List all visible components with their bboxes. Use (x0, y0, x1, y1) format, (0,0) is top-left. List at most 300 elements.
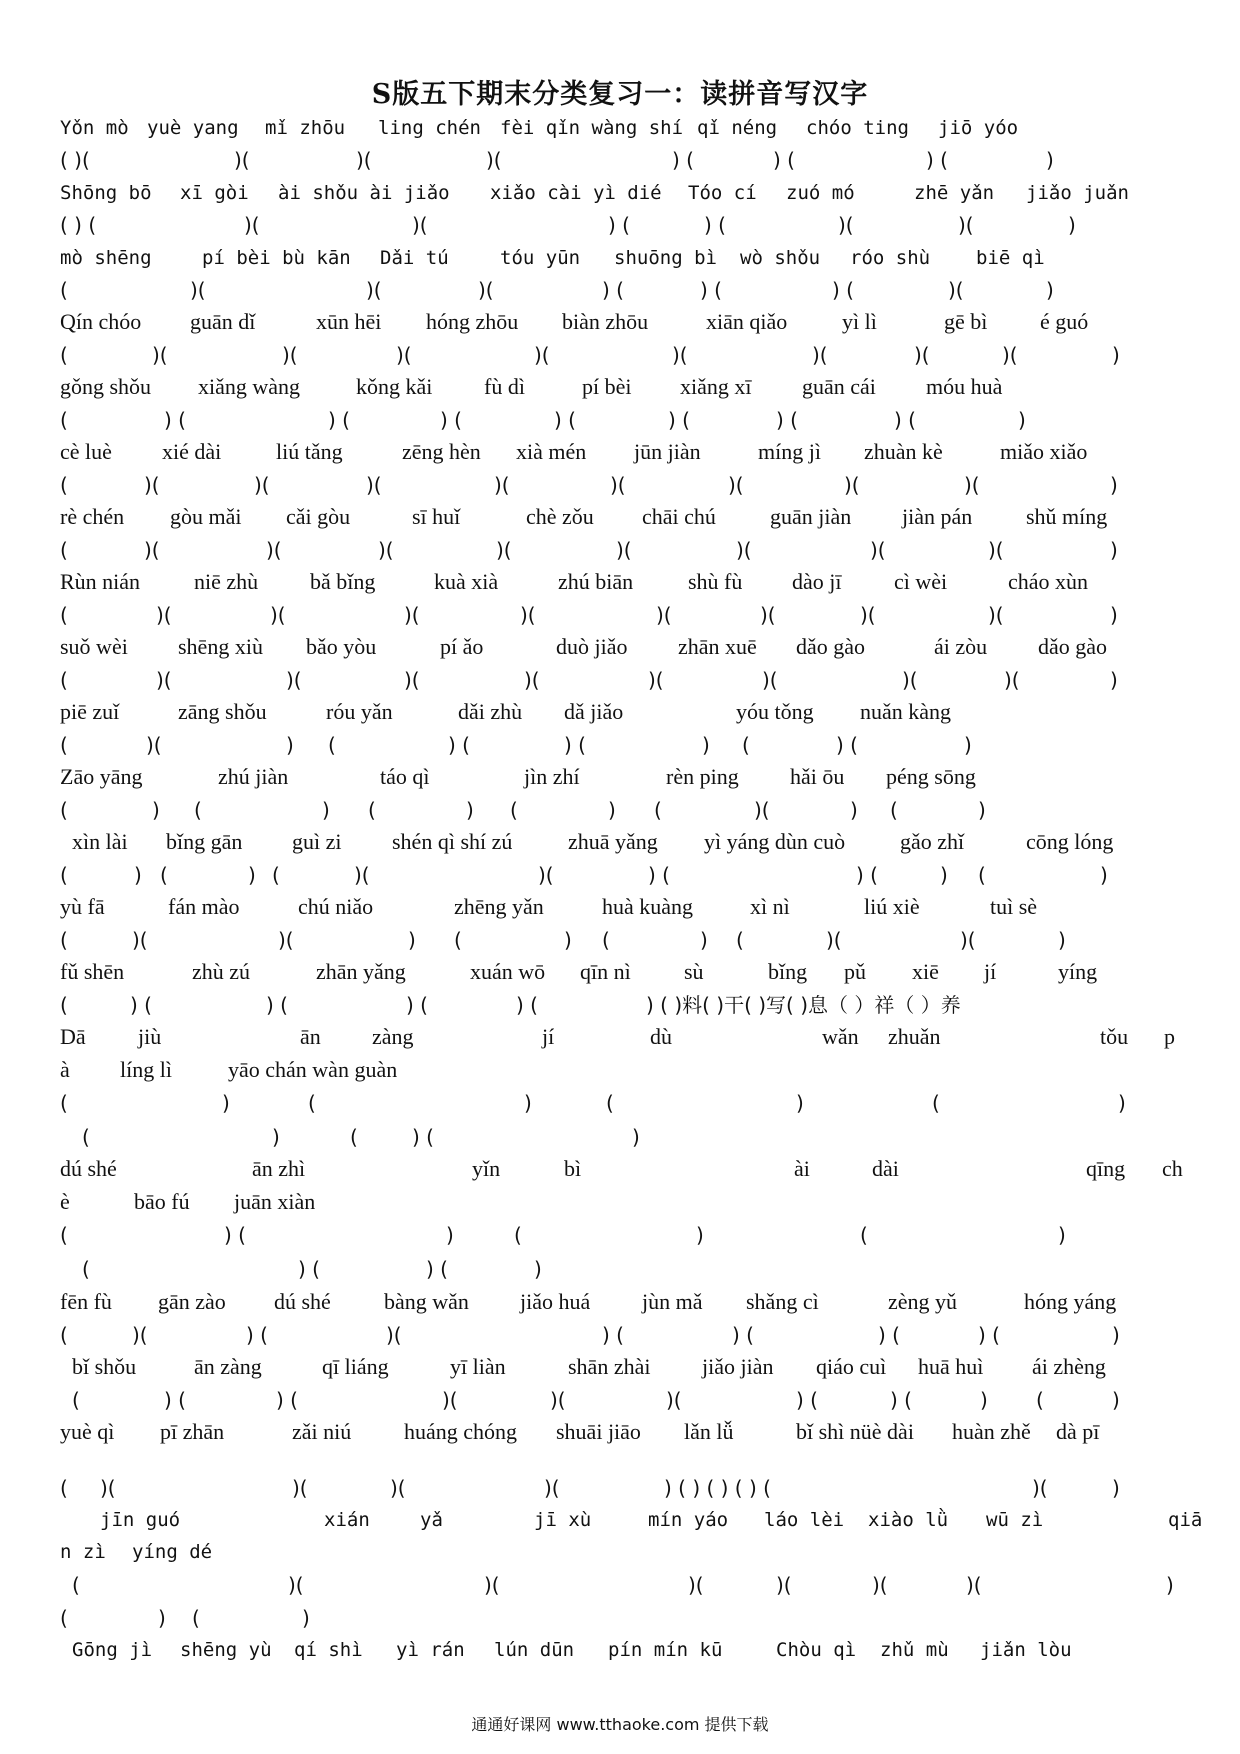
pinyin-row (60, 306, 1220, 338)
answer-bracket[interactable]: ) ( (406, 993, 428, 1017)
pinyin-word: wǎn (822, 1024, 859, 1049)
answer-bracket[interactable]: )( (672, 343, 688, 367)
answer-bracket[interactable]: )( (762, 668, 778, 692)
answer-bracket[interactable]: ( (350, 1125, 358, 1149)
pinyin-word: tǒu (1100, 1024, 1129, 1049)
answer-bracket[interactable]: ( ) ( (60, 213, 97, 237)
pinyin-word: guān cái (802, 374, 876, 399)
pinyin-word: xìn lài (72, 829, 128, 854)
answer-bracket[interactable]: ) ( (448, 733, 470, 757)
answer-bracket[interactable]: ) ( ) ( ) ( ) ( (664, 1476, 771, 1500)
answer-bracket[interactable]: ( (60, 928, 68, 952)
answer-bracket[interactable]: ) ( (878, 1323, 900, 1347)
answer-bracket[interactable]: )( (550, 1388, 566, 1412)
answer-bracket[interactable]: ) ( (672, 148, 694, 172)
answer-bracket[interactable]: ) ( (732, 1323, 754, 1347)
answer-bracket[interactable]: )( (234, 148, 250, 172)
answer-bracket[interactable]: ( (328, 733, 336, 757)
answer-bracket[interactable]: ) ( (773, 148, 795, 172)
answer-bracket[interactable]: )( (156, 668, 172, 692)
answer-bracket[interactable]: )( (486, 148, 502, 172)
answer-bracket[interactable]: )( (728, 473, 744, 497)
answer-bracket[interactable]: ) ( (890, 1388, 912, 1412)
answer-bracket[interactable]: )( (132, 1323, 148, 1347)
answer-bracket[interactable]: )( (386, 1323, 402, 1347)
answer-bracket[interactable]: )( (964, 473, 980, 497)
answer-bracket[interactable]: )( (534, 343, 550, 367)
answer-bracket[interactable]: ) (248, 863, 256, 887)
answer-bracket[interactable]: ( (978, 863, 986, 887)
pinyin-word: fèi qǐn wàng shí (500, 117, 684, 139)
answer-bracket[interactable]: )( (442, 1388, 458, 1412)
answer-bracket[interactable]: ) (1046, 278, 1054, 302)
pinyin-word: bǐng gān (166, 829, 243, 854)
answer-bracket[interactable]: )( (412, 213, 428, 237)
answer-bracket[interactable]: ) (564, 928, 572, 952)
answer-bracket[interactable]: ) ( (298, 1257, 320, 1281)
answer-bracket[interactable]: )( (366, 278, 382, 302)
answer-bracket[interactable]: )( (914, 343, 930, 367)
answer-bracket[interactable]: ( (60, 1606, 68, 1630)
answer-bracket[interactable]: ) (978, 798, 986, 822)
page-footer: 通通好课网 www.tthaoke.com 提供下载 (471, 1715, 769, 1734)
answer-bracket[interactable]: ) (524, 1091, 532, 1115)
answer-bracket[interactable]: )( (844, 473, 860, 497)
answer-bracket[interactable]: )( (754, 798, 770, 822)
pinyin-word: zuó mó (786, 182, 855, 204)
answer-row (60, 1253, 1220, 1285)
pinyin-row (60, 1153, 1220, 1185)
answer-bracket[interactable]: ) ( (648, 863, 670, 887)
pinyin-word: niē zhù (194, 569, 259, 594)
answer-bracket[interactable]: ( (60, 1323, 68, 1347)
answer-bracket[interactable]: )( (266, 538, 282, 562)
answer-bracket[interactable]: ) (408, 928, 416, 952)
answer-bracket[interactable]: ) (134, 863, 142, 887)
answer-bracket[interactable]: )( (396, 343, 412, 367)
answer-bracket[interactable]: ) (850, 798, 858, 822)
answer-bracket[interactable]: )( (1004, 668, 1020, 692)
answer-bracket[interactable]: ) (286, 733, 294, 757)
answer-bracket[interactable]: ( (60, 538, 68, 562)
pinyin-word: tóu yūn (500, 247, 581, 269)
answer-bracket[interactable]: ) (1100, 863, 1108, 887)
answer-bracket[interactable]: ( (194, 798, 202, 822)
answer-bracket[interactable]: ) ( (608, 213, 630, 237)
answer-bracket[interactable]: ) ( (832, 278, 854, 302)
answer-bracket[interactable]: ( (192, 1606, 200, 1630)
answer-bracket[interactable]: ) ( (164, 408, 186, 432)
answer-bracket[interactable]: )( (610, 473, 626, 497)
answer-bracket[interactable]: ) (700, 928, 708, 952)
answer-bracket[interactable]: )( (356, 148, 372, 172)
answer-bracket[interactable]: ) ( (704, 213, 726, 237)
answer-bracket[interactable]: ) ( (276, 1388, 298, 1412)
pinyin-word: hóng yáng (1024, 1289, 1117, 1314)
pinyin-word: mǐ zhōu (265, 117, 346, 139)
answer-bracket[interactable]: ) ( (894, 408, 916, 432)
pinyin-word: yuè yang (147, 117, 239, 139)
answer-bracket[interactable]: ( (742, 733, 750, 757)
answer-bracket[interactable]: ) (1058, 1223, 1066, 1247)
pinyin-word: zǎi niú (292, 1419, 352, 1444)
answer-bracket[interactable]: )( (902, 668, 918, 692)
pinyin-row (60, 1286, 1220, 1318)
answer-bracket[interactable]: )( (524, 668, 540, 692)
pinyin-word: duò jiǎo (556, 634, 628, 659)
answer-bracket[interactable]: )( (132, 928, 148, 952)
answer-bracket[interactable]: )( (288, 1573, 304, 1597)
answer-bracket[interactable]: ) (1110, 538, 1118, 562)
answer-bracket[interactable]: ) (272, 1125, 280, 1149)
answer-bracket[interactable]: ) ( (516, 993, 538, 1017)
answer-bracket[interactable]: ) ( (602, 1323, 624, 1347)
answer-bracket[interactable]: )( (966, 1573, 982, 1597)
answer-bracket[interactable]: ( (60, 603, 68, 627)
pinyin-word: dǎi zhù (458, 699, 523, 724)
answer-bracket[interactable]: )( (838, 213, 854, 237)
answer-bracket[interactable]: ( (82, 1257, 90, 1281)
pinyin-word: bǐ shǒu (72, 1354, 137, 1379)
answer-bracket[interactable]: )( (656, 603, 672, 627)
answer-bracket[interactable]: )( (190, 278, 206, 302)
answer-row (60, 1472, 1220, 1504)
answer-bracket[interactable]: )( (494, 473, 510, 497)
answer-bracket[interactable]: ) (222, 1091, 230, 1115)
pinyin-word: shuōng bì (614, 247, 717, 269)
pinyin-row (60, 696, 1220, 728)
answer-bracket[interactable]: ( (368, 798, 376, 822)
answer-bracket[interactable]: )( (812, 343, 828, 367)
pinyin-word: zhēng yǎn (454, 894, 544, 919)
answer-row (60, 989, 1220, 1021)
answer-bracket[interactable]: )( (292, 1476, 308, 1500)
pinyin-word: huā huì (918, 1354, 984, 1379)
answer-bracket[interactable]: ) ( (426, 1257, 448, 1281)
answer-bracket[interactable]: )( (354, 863, 370, 887)
answer-bracket[interactable]: ) (1018, 408, 1026, 432)
answer-bracket[interactable]: ) (1112, 1476, 1120, 1500)
answer-bracket[interactable]: )( (870, 538, 886, 562)
answer-bracket[interactable]: ( (72, 1573, 80, 1597)
pinyin-word: juān xiàn (234, 1189, 316, 1214)
pinyin-word: dú shé (60, 1156, 117, 1181)
answer-bracket[interactable]: ) ( (328, 408, 350, 432)
answer-bracket[interactable]: ( (606, 1091, 614, 1115)
answer-bracket[interactable]: ( (60, 668, 68, 692)
answer-bracket[interactable]: ( (890, 798, 898, 822)
answer-bracket[interactable]: ) (796, 1091, 804, 1115)
answer-bracket[interactable]: ( (60, 733, 68, 757)
answer-bracket[interactable]: ) ( (164, 1388, 186, 1412)
answer-bracket[interactable]: ) ( (564, 733, 586, 757)
answer-row (60, 1384, 1220, 1416)
answer-bracket[interactable]: ) (632, 1125, 640, 1149)
pinyin-word: nuǎn kàng (860, 699, 952, 724)
answer-bracket[interactable]: )( (544, 1476, 560, 1500)
answer-bracket[interactable]: ( (72, 1388, 80, 1412)
pinyin-word: xiē (912, 959, 939, 984)
pinyin-word: xiào lǜ (868, 1509, 949, 1531)
answer-bracket[interactable]: )( (958, 213, 974, 237)
answer-bracket[interactable]: )( (100, 1476, 116, 1500)
pinyin-word: jùn mǎ (642, 1289, 703, 1314)
pinyin-word: qǐ néng (697, 117, 778, 139)
answer-bracket[interactable]: ( (60, 278, 68, 302)
answer-bracket[interactable]: ) (446, 1223, 454, 1247)
answer-bracket[interactable]: )( (144, 473, 160, 497)
pinyin-word: à (60, 1057, 70, 1082)
answer-bracket[interactable]: ( (60, 863, 68, 887)
answer-bracket[interactable]: ) (696, 1223, 704, 1247)
answer-bracket[interactable]: )( (144, 538, 160, 562)
answer-bracket[interactable]: ) (702, 733, 710, 757)
pinyin-word: chú niǎo (298, 894, 374, 919)
pinyin-word: shǎng cì (746, 1289, 819, 1314)
answer-bracket[interactable]: ( (60, 798, 68, 822)
answer-bracket[interactable]: )( (616, 538, 632, 562)
pinyin-word: jīn guó (100, 1509, 181, 1531)
pinyin-row (60, 1054, 1220, 1086)
answer-bracket[interactable]: ( (654, 798, 662, 822)
pinyin-word: xiǎng xī (680, 374, 752, 399)
answer-bracket[interactable]: )( (872, 1573, 888, 1597)
answer-bracket[interactable]: ) (980, 1388, 988, 1412)
pinyin-word: zāng shǒu (178, 699, 267, 724)
pinyin-word: ài (794, 1156, 810, 1181)
answer-bracket[interactable]: ( (860, 1223, 868, 1247)
answer-bracket[interactable]: ( (82, 1125, 90, 1149)
answer-bracket[interactable]: )( (988, 603, 1004, 627)
answer-bracket[interactable]: ) (1112, 343, 1120, 367)
pinyin-word: Tóo cí (688, 182, 757, 204)
answer-bracket[interactable]: )( (1032, 1476, 1048, 1500)
pinyin-word: tuì sè (990, 894, 1038, 919)
answer-bracket[interactable]: ) ( (554, 408, 576, 432)
answer-bracket[interactable]: )( (736, 538, 752, 562)
answer-bracket[interactable]: ) ( (926, 148, 948, 172)
answer-bracket[interactable]: ) (158, 1606, 166, 1630)
answer-bracket[interactable]: )( (146, 733, 162, 757)
answer-bracket[interactable]: ) ( (836, 733, 858, 757)
pinyin-word: ān zàng (194, 1354, 262, 1379)
answer-bracket[interactable]: ) (1058, 928, 1066, 952)
answer-bracket[interactable]: )( (1002, 343, 1018, 367)
answer-row (60, 664, 1220, 696)
answer-bracket[interactable]: )( (244, 213, 260, 237)
pinyin-word: zhuā yǎng (568, 829, 658, 854)
answer-bracket[interactable]: ( (60, 1091, 68, 1115)
answer-bracket[interactable]: ( (60, 993, 68, 1017)
answer-bracket[interactable]: ( (60, 473, 68, 497)
answer-bracket[interactable]: )( (988, 538, 1004, 562)
pinyin-word: shén qì shí zú (392, 829, 513, 854)
pinyin-word: dǎo gào (1038, 634, 1108, 659)
pinyin-word: shù fù (688, 569, 743, 594)
answer-bracket[interactable]: ) (1112, 1323, 1120, 1347)
answer-bracket[interactable]: )( (152, 343, 168, 367)
answer-bracket[interactable]: )( (404, 668, 420, 692)
pinyin-word: dài (872, 1156, 899, 1181)
pinyin-word: guān dǐ (190, 309, 256, 334)
answer-bracket[interactable]: ) ( (266, 993, 288, 1017)
answer-bracket[interactable]: ( (932, 1091, 940, 1115)
pinyin-word: liú tǎng (276, 439, 343, 464)
answer-bracket[interactable]: ) ( (440, 408, 462, 432)
answer-bracket[interactable]: ) ( (224, 1223, 246, 1247)
pinyin-word: qīng (1086, 1156, 1126, 1181)
answer-bracket[interactable]: ) ( (602, 278, 624, 302)
pinyin-word: pí bèi bù kān (202, 247, 351, 269)
answer-bracket[interactable]: )( (776, 1573, 792, 1597)
pinyin-word: é guó (1040, 309, 1089, 334)
answer-bracket[interactable]: )( (760, 603, 776, 627)
pinyin-word: yíng (1058, 959, 1098, 984)
answer-bracket[interactable]: ( (454, 928, 462, 952)
answer-bracket[interactable]: )( (286, 668, 302, 692)
answer-bracket[interactable]: )( (484, 1573, 500, 1597)
answer-bracket[interactable]: ) (1166, 1573, 1174, 1597)
answer-bracket[interactable]: ) ( )料( )干( )写( )息（ ）祥（ ）养 (646, 993, 961, 1017)
answer-bracket[interactable]: )( (278, 928, 294, 952)
pinyin-word: jí (984, 959, 997, 984)
pinyin-word: qī liáng (322, 1354, 389, 1379)
pinyin-word: rèn ping (666, 764, 739, 789)
answer-bracket[interactable]: ) (1110, 473, 1118, 497)
pinyin-word: zhān yǎng (316, 959, 406, 984)
pinyin-word: shān zhài (568, 1354, 651, 1379)
pinyin-word: dù (650, 1024, 672, 1049)
pinyin-word: zhuǎn (888, 1024, 941, 1049)
pinyin-word: fán mào (168, 894, 240, 919)
pinyin-word: jí (542, 1024, 555, 1049)
answer-bracket[interactable]: ( (510, 798, 518, 822)
answer-bracket[interactable]: )( (156, 603, 172, 627)
pinyin-word: zhú biān (558, 569, 634, 594)
answer-bracket[interactable]: ) ( (412, 1125, 434, 1149)
pinyin-word: pín mín kū (608, 1639, 723, 1661)
pinyin-word: chāi chú (642, 504, 716, 529)
pinyin-word: jiàn pán (902, 504, 973, 529)
answer-bracket[interactable]: )( (496, 538, 512, 562)
answer-bracket[interactable]: ) (940, 863, 948, 887)
pinyin-word: bì (564, 1156, 582, 1181)
answer-bracket[interactable]: )( (648, 668, 664, 692)
pinyin-word: dà pī (1056, 1419, 1100, 1444)
answer-bracket[interactable]: ) (1110, 603, 1118, 627)
pinyin-row (60, 436, 1220, 468)
answer-bracket[interactable]: ) ( (776, 408, 798, 432)
answer-bracket[interactable]: )( (688, 1573, 704, 1597)
pinyin-word: zhú jiàn (218, 764, 289, 789)
answer-row (60, 794, 1220, 826)
answer-bracket[interactable]: ) (322, 798, 330, 822)
answer-bracket[interactable]: ( (736, 928, 744, 952)
pinyin-word: biàn zhōu (562, 309, 649, 334)
answer-bracket[interactable]: ( (1036, 1388, 1044, 1412)
pinyin-word: gǎo zhǐ (900, 829, 965, 854)
answer-bracket[interactable]: )( (960, 928, 976, 952)
pinyin-word: zēng hèn (402, 439, 481, 464)
answer-bracket[interactable]: )( (826, 928, 842, 952)
answer-bracket[interactable]: ) (534, 1257, 542, 1281)
pinyin-word: ān (300, 1024, 321, 1049)
pinyin-word: dú shé (274, 1289, 331, 1314)
pinyin-word: Qín chóo (60, 309, 142, 334)
answer-bracket[interactable]: ) (152, 798, 160, 822)
answer-bracket[interactable]: )( (378, 538, 394, 562)
pinyin-row (60, 501, 1220, 533)
answer-bracket[interactable]: ) (1118, 1091, 1126, 1115)
pinyin-row (60, 1186, 1220, 1218)
answer-bracket[interactable]: )( (254, 473, 270, 497)
answer-bracket[interactable]: ( (272, 863, 280, 887)
answer-bracket[interactable]: ) (1046, 148, 1054, 172)
pinyin-word: qīn nì (580, 959, 631, 984)
answer-row (60, 859, 1220, 891)
answer-bracket[interactable]: ( (602, 928, 610, 952)
answer-bracket[interactable]: )( (520, 603, 536, 627)
pinyin-word: piē zuǐ (60, 699, 120, 724)
answer-bracket[interactable]: ( (308, 1091, 316, 1115)
answer-bracket[interactable]: )( (390, 1476, 406, 1500)
answer-bracket[interactable]: ) (608, 798, 616, 822)
answer-bracket[interactable]: )( (404, 603, 420, 627)
answer-bracket[interactable]: ( (60, 408, 68, 432)
answer-bracket[interactable]: ( (60, 1476, 68, 1500)
answer-bracket[interactable]: ) (964, 733, 972, 757)
answer-bracket[interactable]: )( (478, 278, 494, 302)
answer-bracket[interactable]: )( (860, 603, 876, 627)
pinyin-row (60, 1504, 1220, 1536)
answer-bracket[interactable]: ) (1112, 1388, 1120, 1412)
pinyin-row (60, 1021, 1220, 1053)
answer-bracket[interactable]: ) ( (978, 1323, 1000, 1347)
answer-bracket[interactable]: ) (302, 1606, 310, 1630)
pinyin-word: ái zhèng (1032, 1354, 1106, 1379)
pinyin-word: Shōng bō (60, 182, 152, 204)
pinyin-word: fù dì (484, 374, 525, 399)
answer-bracket[interactable]: ) (1068, 213, 1076, 237)
answer-bracket[interactable]: )( (282, 343, 298, 367)
answer-bracket[interactable]: ( (160, 863, 168, 887)
pinyin-word: huáng chóng (404, 1419, 518, 1444)
answer-bracket[interactable]: ) ( (856, 863, 878, 887)
pinyin-word: kuà xià (434, 569, 499, 594)
answer-bracket[interactable]: )( (666, 1388, 682, 1412)
answer-bracket[interactable]: ) ( (130, 993, 152, 1017)
pinyin-word: yì rán (396, 1639, 465, 1661)
answer-bracket[interactable]: ( (514, 1223, 522, 1247)
answer-bracket[interactable]: )( (270, 603, 286, 627)
answer-bracket[interactable]: ) ( (700, 278, 722, 302)
pinyin-word: wū zì (986, 1509, 1044, 1531)
answer-bracket[interactable]: ( )( (60, 148, 90, 172)
answer-bracket[interactable]: ) (466, 798, 474, 822)
answer-bracket[interactable]: ( (60, 343, 68, 367)
answer-bracket[interactable]: )( (538, 863, 554, 887)
answer-bracket[interactable]: )( (366, 473, 382, 497)
answer-bracket[interactable]: )( (948, 278, 964, 302)
pinyin-word: yǐn (472, 1156, 501, 1181)
answer-bracket[interactable]: ) ( (668, 408, 690, 432)
answer-bracket[interactable]: ) ( (796, 1388, 818, 1412)
answer-bracket[interactable]: ( (60, 1223, 68, 1247)
pinyin-word: sù (684, 959, 704, 984)
answer-bracket[interactable]: ) (1110, 668, 1118, 692)
pinyin-word: liú xiè (864, 894, 920, 919)
answer-bracket[interactable]: ) ( (246, 1323, 268, 1347)
